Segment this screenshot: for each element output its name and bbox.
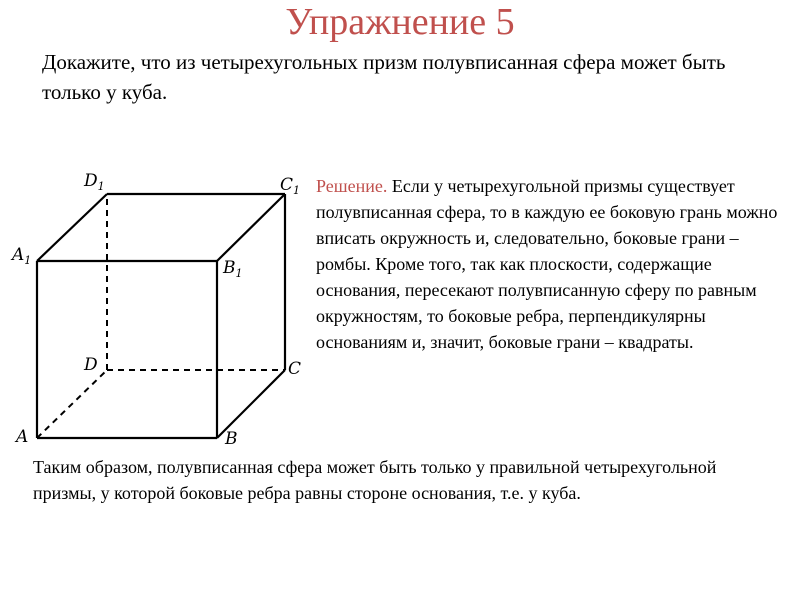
- label-c1: $C_1$: [280, 175, 301, 197]
- solution-text: [316, 173, 786, 355]
- label-d: D: [84, 355, 98, 375]
- edge-cb: [217, 370, 285, 438]
- label-b: B: [225, 429, 238, 449]
- solution-label: Решение.: [316, 176, 388, 196]
- task-statement: Докажите, что из четырехугольных призм полувписанная сфера может быть только у куба.: [42, 50, 726, 104]
- label-c: C: [288, 359, 302, 379]
- label-a: A: [16, 427, 29, 447]
- label-d1: $D_1$: [84, 171, 105, 193]
- hidden-edge-ad: [37, 370, 107, 438]
- label-a1: $A_1$: [12, 245, 32, 267]
- cube-diagram: [0, 160, 310, 460]
- conclusion-text: Таким образом, полувписанная сфера может быть только у правильной четырехугольной призмы, у которой боковые ребра равны стороне основания, т.е. у куба.: [33, 457, 717, 503]
- slide-title: Упражнение 5: [285, 1, 515, 43]
- solution-body: Если у четырехугольной призмы существует полувписанная сфера, то в каждую ее боковую грань можно вписать окружность и, следовательно, боковые грани – ромбы. Кроме того, так как плоскости, содержащие основания, пересекают полувписанную сферу по равным окружностям, то боковые ребра, перпендикулярны основаниям и, значит, боковые грани – квадраты.: [316, 176, 778, 352]
- edge-c1b1: [217, 194, 285, 261]
- edge-a1d1: [37, 194, 107, 261]
- label-b1: $B_1$: [223, 258, 243, 280]
